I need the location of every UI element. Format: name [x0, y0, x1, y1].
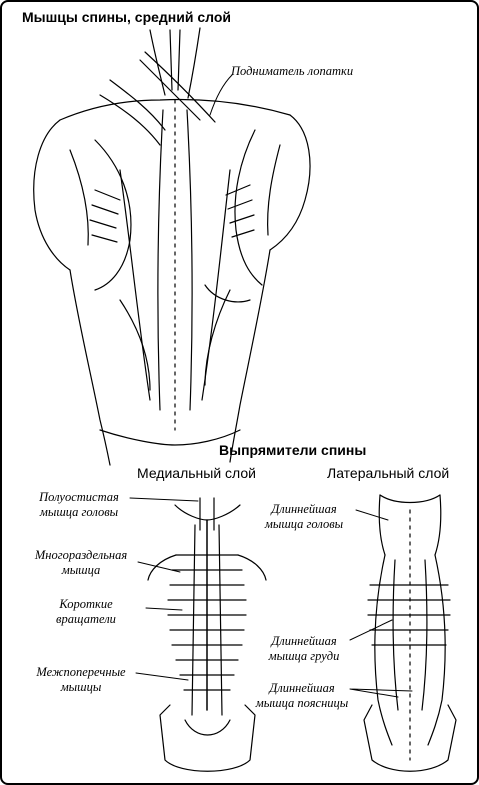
longissimus-capitis-label: Длиннейшая мышца головы	[264, 502, 344, 531]
back-muscles-drawing	[34, 28, 310, 465]
longissimus-lumborum-label: Длиннейшая мышца поясницы	[255, 681, 349, 710]
semispinalis-capitis-label: Полуостистая мышца головы	[39, 490, 119, 519]
medial-layer-heading: Медиальный слой	[137, 465, 256, 481]
lateral-layer-heading: Латеральный слой	[327, 465, 450, 481]
levator-scapulae-label: Подниматель лопатки	[231, 64, 354, 78]
rotatores-label: Короткие вращатели	[56, 597, 116, 626]
intertransversarii-label: Межпоперечные мышцы	[36, 665, 126, 694]
top-title: Мышцы спины, средний слой	[22, 9, 232, 25]
medial-layer-drawing	[148, 498, 266, 771]
multifidus-label: Многораздельная мышца	[34, 548, 128, 577]
longissimus-thoracis-label: Длиннейшая мышца груди	[268, 634, 340, 663]
lateral-layer-drawing	[364, 495, 456, 771]
bottom-title: Выпрямители спины	[219, 442, 367, 458]
